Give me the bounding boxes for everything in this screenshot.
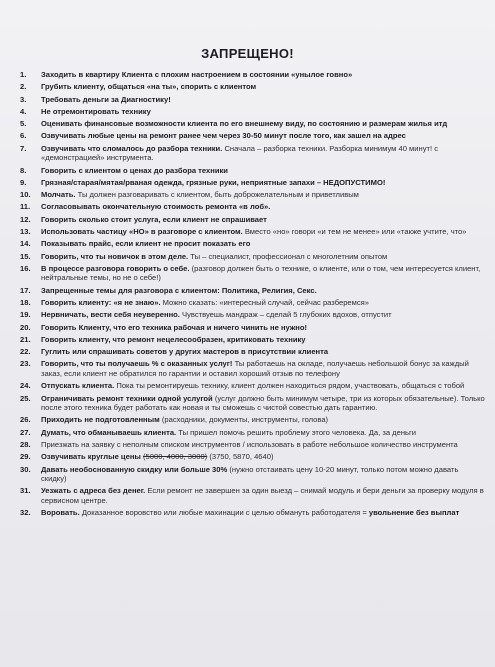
rule-item [10,70,485,80]
rule-number: 17. [20,285,31,295]
rule-item [10,144,485,163]
rule-item [10,215,485,225]
rule-number: 32. [20,508,31,518]
rule-item [10,119,485,129]
rule-number: 15. [20,251,31,261]
rule-bold-text: Оценивать финансовые возможности клиента по его внешнему виду, по состоянию и размерам жилья итд [41,119,448,129]
rule-bold-text: Озвучивать что сломалось до разбора техники. [41,143,223,153]
rule-bold-tail: увольнение без выплат [368,508,460,518]
rule-bold-text: Говорить сколько стоит услуга, если клиент не спрашивает [41,214,267,224]
rule-bold-text: Говорить Клиенту, что его техника рабочая и ничего чинить не нужно! [41,322,307,332]
rule-text: Если ремонт не завершен за один выезд – снимай модуль и бери деньги за проверку модуля в сервисном центре. [41,486,484,505]
rule-item [10,166,485,176]
rule-text: Пока ты ремонтируешь технику, клиент должен находиться рядом, участвовать, общаться с тобой [114,381,465,391]
rule-number: 26. [20,415,31,425]
rule-item [10,190,485,200]
rule-text: Приезжать на заявку с неполным списком инструментов / использовать в работе небольшое количество инструмента [41,439,458,449]
rule-item [10,452,485,462]
rule-text: Сначала – разборка техники. Разборка минимум 40 минут! с «демонстрацией» инструмента. [41,143,439,163]
rule-bold-text: Думать, что обманываешь клиента. [41,427,177,437]
rule-item [10,381,485,391]
rule-item [10,394,485,413]
rule-item [10,347,485,357]
rule-bold-text: Не отремонтировать технику [41,106,151,116]
rule-number: 16. [20,263,31,273]
rule-text: Ты должен разговаривать с клиентом, быть доброжелательным и приветливым [75,190,359,200]
rule-number: 30. [20,464,31,474]
rule-item [10,298,485,308]
rule-number: 8. [20,165,27,175]
rule-item [10,465,485,484]
rule-bold-text: Отпускать клиента. [41,381,115,391]
rule-bold-text: Согласовывать окончательную стоимость ремонта «в лоб». [41,202,271,212]
rule-bold-text: Уезжать с адреса без денег. [41,486,146,496]
rule-bold-text: Воровать. [41,508,80,518]
rule-number: 13. [20,226,31,236]
rule-bold-text: Говорить с клиентом о ценах до разбора техники [41,165,228,175]
rule-item [10,440,485,450]
rule-item [10,107,485,117]
rule-item [10,178,485,188]
rule-bold-text: Говорить клиенту, что ремонт нецелесообразен, критиковать технику [41,334,306,344]
rule-item [10,264,485,283]
rule-number: 6. [20,131,27,141]
rule-text: Можно сказать: «интересный случай, сейчас разберемся» [160,297,369,307]
rule-item [10,286,485,296]
rule-bold-text: Говорить, что ты получаешь % с оказанных услуг! [41,359,233,369]
rule-item [10,252,485,262]
rule-item [10,415,485,425]
rule-bold-text: Озвучивать круглые цены [41,452,141,462]
rule-number: 11. [20,202,31,212]
rule-number: 5. [20,119,27,129]
rule-item [10,359,485,378]
rule-tail-text: (3750, 5870, 4640) [207,452,274,462]
rule-number: 23. [20,359,31,369]
rule-item [10,323,485,333]
rule-item [10,131,485,141]
rule-number: 18. [20,297,31,307]
rule-bold-text: Грубить клиенту, общаться «на ты», спорить с клиентом [41,82,257,92]
rule-text: (разговор должен быть о технике, о клиенте, или о том, чем интересуется клиент, нейтральные темы, но не о себе!) [41,263,481,283]
rule-number: 22. [20,347,31,357]
rule-bold-text: Озвучивать любые цены на ремонт ранее чем через 30-50 минут после того, как зашел на адрес [41,131,406,141]
rule-number: 31. [20,486,31,496]
rule-text: Ты работаешь на окладе, получаешь небольшой бонус за каждый заказ, если клиент не обратился по гарантии и оставил хороший отзыв по телефону [41,359,469,378]
rule-number: 29. [20,452,31,462]
rule-text: (нужно отстаивать цену 10-20 минут, только потом можно давать скидку) [41,464,459,484]
page-title: ЗАПРЕЩЕНО! [201,46,294,61]
rule-bold-text: Молчать. [41,190,76,200]
rule-bold-text: Требовать деньги за Диагностику! [41,94,171,104]
rule-bold-text: Нервничать, вести себя неуверенно. [41,310,180,320]
rule-text: Ты – специалист, профессионал с многолетним опытом [188,251,388,261]
rule-number: 28. [20,439,31,449]
rule-bold-text: Запрещенные темы для разговора с клиентом: Политика, Религия, Секс. [41,285,317,295]
rule-item [10,227,485,237]
rules-list [10,70,485,518]
rule-number: 4. [20,106,27,116]
rule-bold-text: Использовать частицу «НО» в разговоре с клиентом. [41,226,243,236]
rule-bold-text: Говорить, что ты новичок в этом деле. [41,251,189,261]
rule-text: (расходники, документы, инструменты, голова) [159,415,329,425]
rule-bold-text: Говорить клиенту: «я не знаю». [41,297,161,307]
rule-item [10,335,485,345]
rule-bold-text: Гуглить или спрашивать советов у других мастеров в присутствии клиента [41,347,329,357]
rule-number: 2. [20,82,27,92]
rule-number: 7. [20,143,27,153]
rule-item [10,310,485,320]
rule-bold-text: Давать необоснованную скидку или больше 30% [41,464,228,474]
rule-number: 20. [20,322,31,332]
rule-number: 3. [20,94,27,104]
rule-number: 14. [20,239,31,249]
rule-item [10,202,485,212]
rule-item [10,428,485,438]
rule-number: 10. [20,190,31,200]
rule-item [10,95,485,105]
rule-text: Вместо «но» говори «и тем не менее» или «также учтите, что» [242,226,467,236]
rule-item [10,239,485,249]
rule-bold-text: Заходить в квартиру Клиента с плохим настроением в состоянии «унылое говно» [41,70,353,79]
rule-number: 12. [20,214,31,224]
rule-number: 21. [20,334,31,344]
rule-number: 24. [20,381,31,391]
rule-text: Ты пришел помочь решить проблему этого человека. Да, за деньги [176,427,416,437]
rule-bold-text: В процессе разговора говорить о себе. [41,263,190,273]
rule-text: Чувствуешь мандраж – сделай 5 глубоких вдохов, отпустит [179,310,392,320]
rule-item [10,82,485,92]
rule-item [10,486,485,505]
rule-bold-text: Ограничивать ремонт техники одной услугой [41,393,213,403]
rule-bold-text: Приходить не подготовленным [41,415,160,425]
rule-number: 9. [20,177,27,187]
rule-bold-text: Грязная/старая/мятая/рваная одежда, грязные руки, неприятные запахи – НЕДОПУСТИМО! [41,177,386,187]
rule-number: 19. [20,310,31,320]
rule-text: Доказанное воровство или любые махинации с целью обмануть работодателя = [79,508,369,518]
rule-item [10,508,485,518]
rule-number: 27. [20,427,31,437]
rule-number: 25. [20,393,31,403]
rule-text: (услуг должно быть минимум четыре, три из которых обязательные). Только после этого техника будет работать как новая и ты сможешь с чистой совестью дать гарантию. [41,393,485,413]
rule-bold-text: Показывать прайс, если клиент не просит показать его [41,239,251,249]
rule-number: 1. [20,70,27,79]
rule-strike-text: (5000, 4000, 3000) [143,452,208,462]
